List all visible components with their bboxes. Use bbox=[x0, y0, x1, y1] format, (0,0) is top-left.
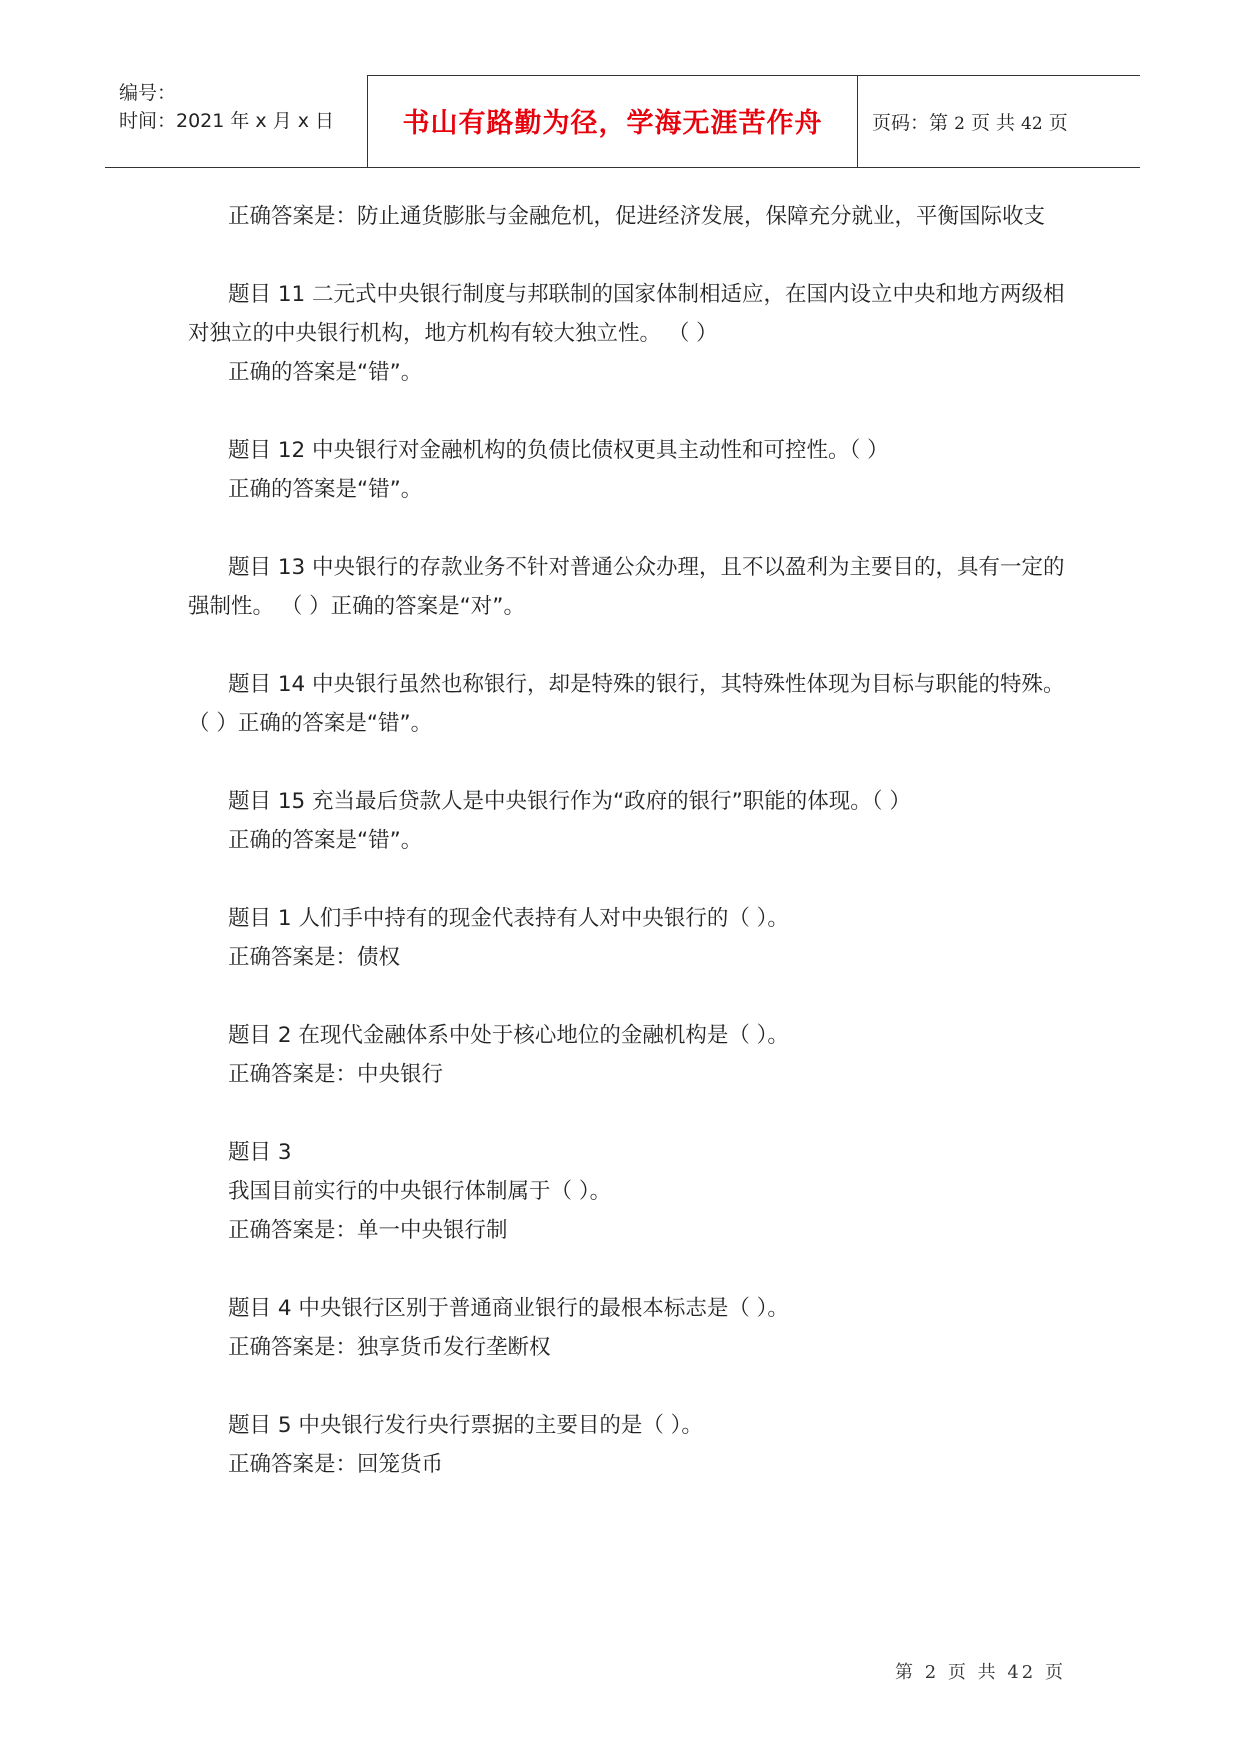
question-text: 题目 12 中央银行对金融机构的负债比债权更具主动性和可控性。（ ） bbox=[228, 438, 889, 463]
question-block bbox=[188, 899, 1068, 977]
page-total: 42 bbox=[1021, 114, 1043, 134]
answer-text: 正确的答案是“错”。 bbox=[228, 360, 423, 385]
question-block bbox=[188, 1016, 1068, 1094]
question-text: 题目 5 中央银行发行央行票据的主要目的是（ ）。 bbox=[228, 1413, 703, 1438]
question-text: 我国目前实行的中央银行体制属于（ ）。 bbox=[228, 1179, 612, 1204]
question-block bbox=[188, 1133, 1068, 1250]
answer-text: 正确答案是：回笼货币 bbox=[228, 1452, 444, 1477]
document-number-label: 编号： bbox=[119, 82, 177, 104]
question-block bbox=[188, 548, 1068, 626]
document-body bbox=[188, 197, 1068, 1484]
question-block bbox=[188, 1406, 1068, 1484]
answer-text: 正确的答案是“错”。 bbox=[228, 828, 423, 853]
question-block bbox=[188, 665, 1068, 743]
header-bottom-rule bbox=[105, 167, 1140, 168]
question-text: 题目 14 中央银行虽然也称银行，却是特殊的银行，其特殊性体现为目标与职能的特殊。 （ ）正确的答案是“错”。 bbox=[188, 672, 1065, 736]
question-text: 题目 1 人们手中持有的现金代表持有人对中央银行的（ ）。 bbox=[228, 906, 789, 931]
document-time-label: 时间：2021 年 x 月 x 日 bbox=[119, 110, 335, 132]
question-text: 题目 2 在现代金融体系中处于核心地位的金融机构是（ ）。 bbox=[228, 1023, 789, 1048]
page-suffix: 页 bbox=[1048, 112, 1068, 134]
page-middle: 页 共 bbox=[970, 112, 1015, 134]
question-number: 题目 3 bbox=[228, 1140, 292, 1165]
header-motto: 书山有路勤为径，学海无涯苦作舟 bbox=[402, 108, 823, 139]
question-text: 题目 4 中央银行区别于普通商业银行的最根本标志是（ ）。 bbox=[228, 1296, 789, 1321]
header-meta bbox=[119, 79, 334, 135]
header-top-rule bbox=[367, 75, 1140, 76]
question-block bbox=[188, 431, 1068, 509]
answer-text: 正确答案是：债权 bbox=[228, 945, 401, 970]
header-page-info bbox=[872, 108, 1068, 135]
question-text: 题目 11 二元式中央银行制度与邦联制的国家体制相适应，在国内设立中央和地方两级相对独立的中央银行机构，地方机构有较大独立性。 （ ） bbox=[188, 282, 1065, 346]
answer-text: 正确答案是：独享货币发行垄断权 bbox=[228, 1335, 551, 1360]
answer-text: 正确答案是：中央银行 bbox=[228, 1062, 444, 1087]
page-footer: 第 2 页 共 42 页 bbox=[895, 1662, 1066, 1683]
answer-block bbox=[188, 197, 1068, 236]
question-text: 题目 15 充当最后贷款人是中央银行作为“政府的银行”职能的体现。（ ） bbox=[228, 789, 911, 814]
question-block bbox=[188, 1289, 1068, 1367]
question-block bbox=[188, 782, 1068, 860]
header-divider-right bbox=[857, 75, 858, 167]
answer-text: 正确答案是：防止通货膨胀与金融危机，促进经济发展，保障充分就业，平衡国际收支 bbox=[228, 204, 1046, 229]
question-block bbox=[188, 275, 1068, 392]
question-text: 题目 13 中央银行的存款业务不针对普通公众办理，且不以盈利为主要目的，具有一定的强制性。 （ ）正确的答案是“对”。 bbox=[188, 555, 1065, 619]
answer-text: 正确答案是：单一中央银行制 bbox=[228, 1218, 508, 1243]
answer-text: 正确的答案是“错”。 bbox=[228, 477, 423, 502]
page-current: 2 bbox=[954, 114, 965, 134]
page-header bbox=[105, 75, 1140, 168]
page-prefix: 页码：第 bbox=[872, 112, 949, 134]
